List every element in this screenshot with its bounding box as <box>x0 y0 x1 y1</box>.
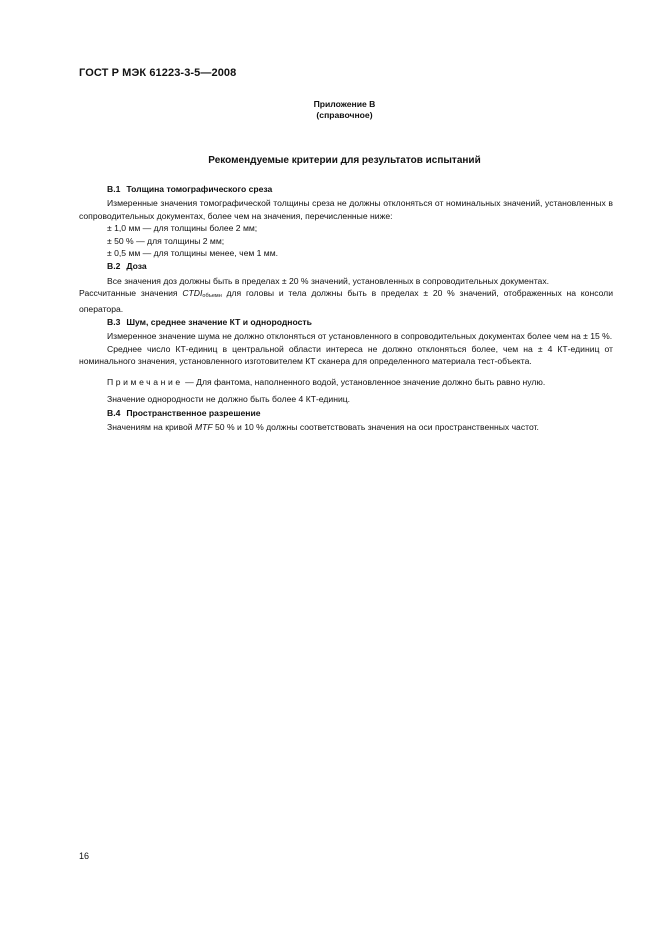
section-number: В.2 <box>107 261 121 272</box>
appendix-type: (справочное) <box>316 110 373 120</box>
section-title: Доза <box>126 261 147 272</box>
section-number: В.3 <box>107 317 121 328</box>
section-b2-paragraph-2: Рассчитанные значения $CTDI_{объемн}$ для головы и тела должны быть в пределах ± 20 % значений, отображенных на консоли оператора. <box>79 288 613 314</box>
section-number: В.4 <box>107 407 121 418</box>
page-number: 16 <box>79 851 90 861</box>
section-title: Толщина томографического среза <box>126 184 273 194</box>
section-b3-paragraph-1: Измеренное значение шума не должно отклоняться от установленного в сопроводительных документах более чем на ± 15 %. <box>107 331 613 342</box>
section-b3-paragraph-3: Значение однородности не должно быть более 4 КТ-единиц. <box>107 394 351 405</box>
section-b3-heading <box>79 316 613 328</box>
list-item: ± 0,5 мм — для толщины менее, чем 1 мм. <box>107 248 279 259</box>
note-label: Примечание <box>107 376 183 387</box>
mtf-symbol: MTF <box>194 421 213 432</box>
section-b3-note <box>79 376 613 388</box>
appendix-heading <box>0 99 661 121</box>
section-b1-paragraph: Измеренные значения томографической толщины среза не должны отклоняться от номинальных значений, установленных в сопроводительных документах, более чем на значения, перечисленные ниже: <box>79 198 613 221</box>
section-title: Шум, среднее значение КТ и однородность <box>126 317 312 328</box>
document-body <box>79 182 613 433</box>
note-text: — Для фантома, наполненного водой, установленное значение должно быть равно нулю. <box>182 376 546 387</box>
section-b3-paragraph-2: Среднее число КТ-единиц в центральной области интереса не должно отклоняться более, чем на ± 4 КТ-единиц от номинального значения, установленного изготовителем КТ сканера для определенного материала тест-объекта. <box>79 343 613 367</box>
section-number: В.1 <box>107 184 121 194</box>
list-item: ± 50 % — для толщины 2 мм; <box>107 235 225 246</box>
standard-header: ГОСТ Р МЭК 61223-3-5—2008 <box>79 67 237 79</box>
section-b4-paragraph: Значениям на кривой MTF 50 % и 10 % должны соответствовать значения на оси пространственных частот. <box>107 421 539 432</box>
list-item: ± 1,0 мм — для толщины более 2 мм; <box>107 223 258 234</box>
document-title: Рекомендуемые критерии для результатов испытаний <box>208 155 481 166</box>
section-b4-heading <box>79 407 613 419</box>
section-b1-heading <box>79 183 613 195</box>
appendix-label: Приложение В <box>313 99 376 109</box>
ctdi-symbol: $CTDI_{объемн}$ <box>182 288 222 300</box>
section-b2-heading <box>79 260 613 272</box>
section-title: Пространственное разрешение <box>126 407 261 418</box>
section-b2-paragraph-1: Все значения доз должны быть в пределах ± 20 % значений, установленных в сопроводительных документах. <box>107 275 550 286</box>
